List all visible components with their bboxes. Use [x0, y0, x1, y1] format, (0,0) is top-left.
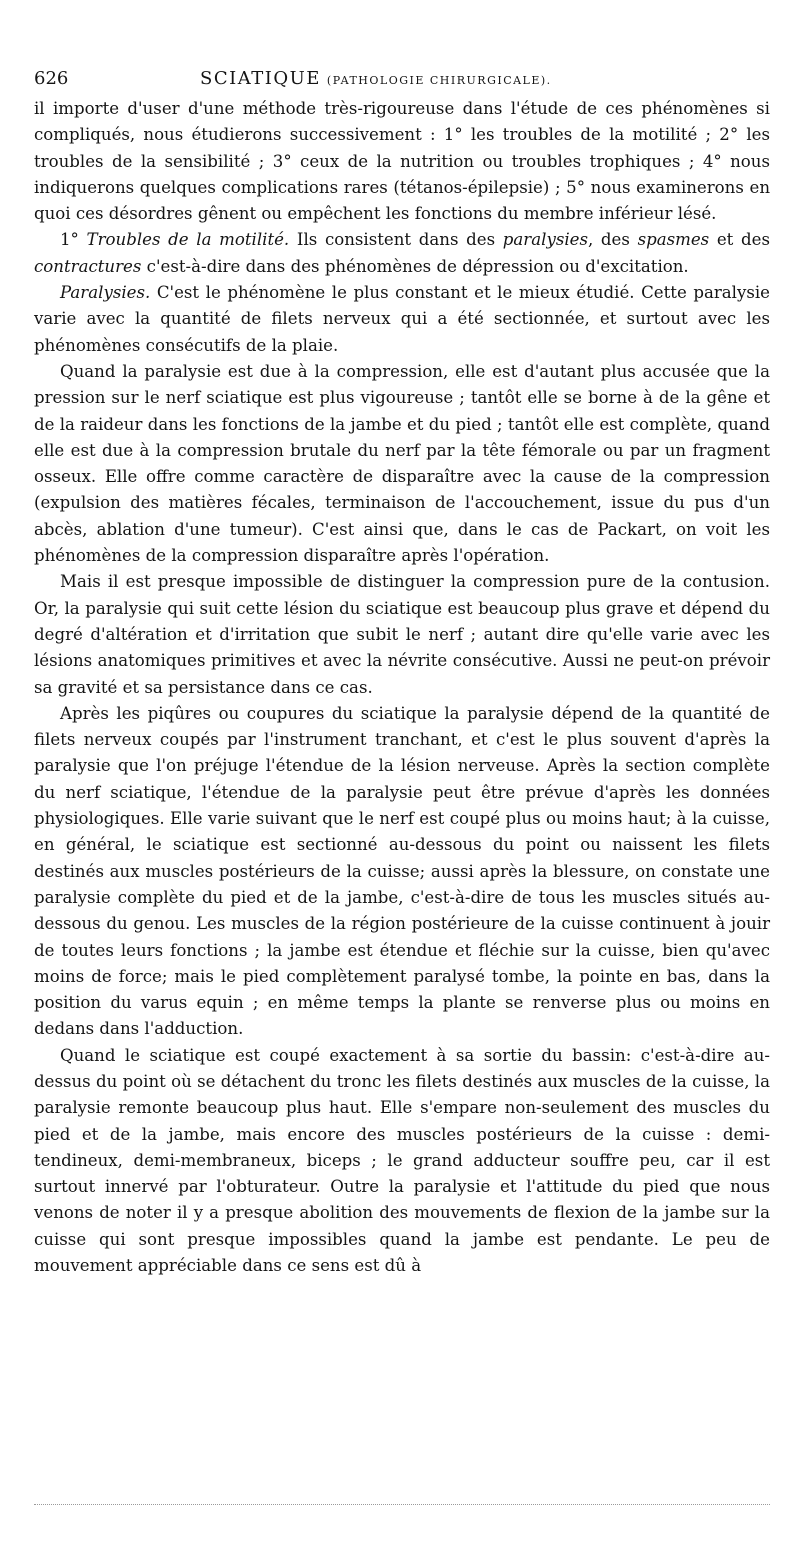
book-page [34, 62, 770, 1279]
text-run: et des [709, 230, 770, 250]
text-run: , des [587, 230, 638, 250]
text-run: Quand le sciatique est coupé exactement à sa sortie du bassin: c'est-à-dire au-dessus du point où se détachent du tronc les filets destinés aux muscles de la cuisse, la paralysie remonte beaucoup plus haut. Elle s'empare non-seulement des muscles du pied et de la jambe, mais encore des muscles postérieurs de la cuisse : demi-tendineux, demi-membraneux, biceps ; le grand adducteur souffre peu, car il est surtout innervé par l'obturateur. Outre la paralysie et l'attitude du pied que nous venons de noter il y a presque abolition des mouvements de flexion de la jambe sur la cuisse qui sont presque impossibles quand la jambe est pendante. Le peu de mouvement appréciable dans ce sens est dû à [34, 1045, 770, 1276]
text-run: c'est-à-dire dans des phénomènes de dépression ou d'excitation. [141, 256, 689, 276]
italic-text: spasmes [637, 230, 710, 250]
text-run: 1° [60, 230, 87, 250]
footer-rule [34, 1504, 770, 1505]
italic-text: paralysies [502, 230, 588, 250]
text-run: C'est le phénomène le plus constant et le mieux étudié. Cette paralysie varie avec la quantité de filets nerveux qui a été sectionnée, et surtout avec les phénomènes consécutifs de la plaie. [34, 283, 770, 355]
italic-text: contractures [34, 256, 142, 276]
text-run: Après les piqûres ou coupures du sciatique la paralysie dépend de la quantité de filets nerveux coupés par l'instrument tranchant, et c'est le plus souvent d'après la paralysie que l'on préjuge l'étendue de la lésion nerveuse. Après la section complète du nerf sciatique, l'étendue de la paralysie peut être prévue d'après les données physiologiques. Elle varie suivant que le nerf est coupé plus ou moins haut; à la cuisse, en général, le sciatique est sectionné au-dessous du point ou naissent les filets destinés aux muscles postérieurs de la cuisse; aussi après la blessure, on constate une paralysie complète du pied et de la jambe, c'est-à-dire de tous les muscles situés au-dessous du genou. Les muscles de la région postérieure de la cuisse continuent à jouir de toutes leurs fonctions ; la jambe est étendue et fléchie sur la cuisse, bien qu'avec moins de force; mais le pied complètement paralysé tombe, la pointe en bas, dans la position du varus equin ; en même temps la plante se renverse plus ou moins en dedans dans l'adduction. [34, 703, 770, 1039]
paragraph [34, 227, 770, 280]
italic-text: Paralysies. [60, 283, 151, 303]
paragraph [34, 569, 770, 700]
paragraph [34, 359, 770, 569]
text-run: Mais il est presque impossible de distinguer la compression pure de la contusion. Or, la paralysie qui suit cette lésion du sciatique est beaucoup plus grave et dépend du degré d'altération et d'irritation que subit le nerf ; autant dire qu'elle varie avec les lésions anatomiques primitives et avec la névrite consécutive. Aussi ne peut-on prévoir sa gravité et sa persistance dans ce cas. [34, 572, 770, 697]
text-run: il importe d'user d'une méthode très-rigoureuse dans l'étude de ces phénomènes si compliqués, nous étudierons successivement : 1° les troubles de la motilité ; 2° les troubles de la sensibilité ; 3° ceux de la nutrition ou troubles trophiques ; 4° nous indiquerons quelques complications rares (tétanos-épilepsie) ; 5° nous examinerons en quoi ces désordres gênent ou empêchent les fonctions du membre inférieur lésé. [34, 99, 770, 224]
body-text [34, 96, 770, 1279]
paragraph [34, 1043, 770, 1280]
paragraph [34, 701, 770, 1043]
running-header [34, 62, 770, 96]
paragraph [34, 96, 770, 227]
running-subtitle: (PATHOLOGIE CHIRURGICALE). [326, 74, 552, 87]
page-number: 626 [34, 68, 69, 89]
text-run: Ils consistent dans des [289, 230, 503, 250]
paragraph [34, 280, 770, 359]
running-title: SCIATIQUE [200, 68, 321, 89]
text-run: Quand la paralysie est due à la compression, elle est d'autant plus accusée que la pression sur le nerf sciatique est plus vigoureuse ; tantôt elle se borne à de la gêne et de la raideur dans les fonctions de la jambe et du pied ; tantôt elle est complète, quand elle est due à la compression brutale du nerf par la tête fémorale ou par un fragment osseux. Elle offre comme caractère de disparaître avec la cause de la compression (expulsion des matières fécales, terminaison de l'accouchement, issue du pus d'un abcès, ablation d'une tumeur). C'est ainsi que, dans le cas de Packart, on voit les phénomènes de la compression disparaître après l'opération. [34, 361, 770, 566]
italic-text: Troubles de la motilité. [86, 230, 290, 250]
